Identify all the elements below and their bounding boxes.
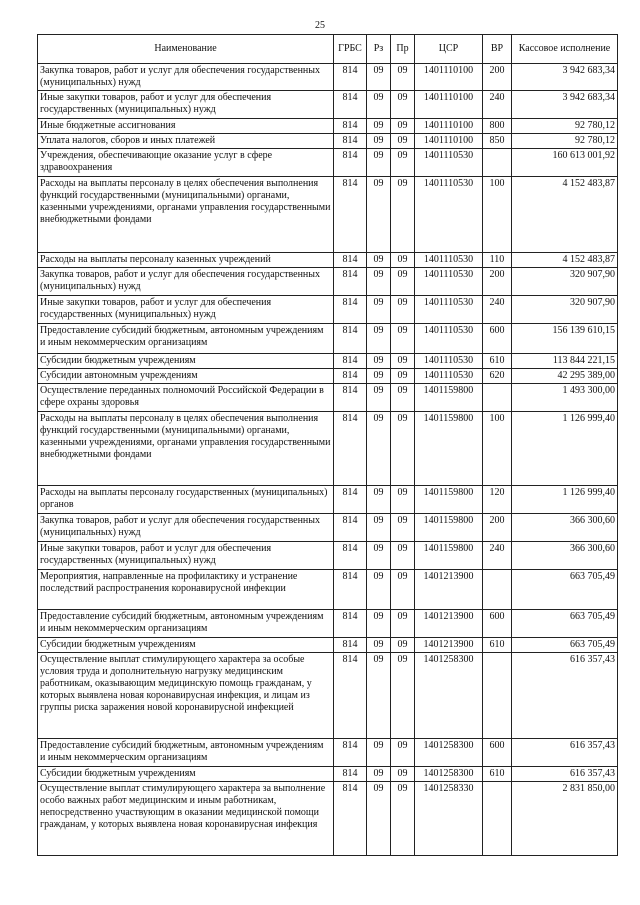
row-grbs: 814: [334, 610, 367, 638]
table-row: [38, 268, 618, 296]
row-name: Субсидии бюджетным учреждениям: [38, 638, 334, 653]
table-row: [38, 782, 618, 856]
row-amount: 320 907,90: [512, 268, 618, 296]
row-pr: 09: [391, 64, 415, 91]
row-vr: 620: [483, 369, 512, 384]
row-rz: 09: [367, 149, 391, 177]
page-number: 25: [315, 20, 325, 31]
row-pr: 09: [391, 412, 415, 486]
row-pr: 09: [391, 324, 415, 354]
header-name: Наименование: [38, 35, 334, 64]
row-vr: 200: [483, 64, 512, 91]
row-rz: 09: [367, 653, 391, 739]
row-rz: 09: [367, 296, 391, 324]
row-grbs: 814: [334, 782, 367, 856]
row-csr: 1401110100: [415, 64, 483, 91]
row-amount: 366 300,60: [512, 542, 618, 570]
row-amount: 4 152 483,87: [512, 177, 618, 253]
table-row: [38, 177, 618, 253]
row-name: Предоставление субсидий бюджетным, автономным учреждениям и иным некоммерческим организациям: [38, 610, 334, 638]
table-row: [38, 253, 618, 268]
row-name: Осуществление переданных полномочий Российской Федерации в сфере охраны здоровья: [38, 384, 334, 412]
header-rz: Рз: [367, 35, 391, 64]
row-pr: 09: [391, 369, 415, 384]
row-vr: [483, 570, 512, 610]
row-rz: 09: [367, 253, 391, 268]
row-rz: 09: [367, 354, 391, 369]
row-pr: 09: [391, 119, 415, 134]
row-name: Мероприятия, направленные на профилактику и устранение последствий распространения коронавирусной инфекции: [38, 570, 334, 610]
row-grbs: 814: [334, 739, 367, 767]
row-rz: 09: [367, 782, 391, 856]
row-amount: 4 152 483,87: [512, 253, 618, 268]
table-row: [38, 638, 618, 653]
row-vr: 610: [483, 354, 512, 369]
row-grbs: 814: [334, 638, 367, 653]
row-grbs: 814: [334, 149, 367, 177]
row-csr: 1401213900: [415, 610, 483, 638]
row-csr: 1401110530: [415, 296, 483, 324]
row-vr: [483, 149, 512, 177]
row-vr: [483, 782, 512, 856]
row-csr: 1401258300: [415, 653, 483, 739]
row-name: Предоставление субсидий бюджетным, автономным учреждениям и иным некоммерческим организациям: [38, 739, 334, 767]
row-grbs: 814: [334, 119, 367, 134]
row-grbs: 814: [334, 253, 367, 268]
row-csr: 1401110530: [415, 149, 483, 177]
row-rz: 09: [367, 384, 391, 412]
row-amount: 663 705,49: [512, 638, 618, 653]
row-csr: 1401258330: [415, 782, 483, 856]
row-name: Закупка товаров, работ и услуг для обеспечения государственных (муниципальных) нужд: [38, 64, 334, 91]
row-vr: 610: [483, 767, 512, 782]
row-pr: 09: [391, 638, 415, 653]
row-grbs: 814: [334, 354, 367, 369]
row-amount: 616 357,43: [512, 739, 618, 767]
row-csr: 1401159800: [415, 384, 483, 412]
row-rz: 09: [367, 514, 391, 542]
row-pr: 09: [391, 268, 415, 296]
table-row: [38, 296, 618, 324]
table-row: [38, 64, 618, 91]
row-pr: 09: [391, 610, 415, 638]
row-name: Субсидии бюджетным учреждениям: [38, 767, 334, 782]
row-vr: 100: [483, 412, 512, 486]
row-csr: 1401110530: [415, 268, 483, 296]
row-amount: 616 357,43: [512, 767, 618, 782]
row-csr: 1401110100: [415, 91, 483, 119]
row-pr: 09: [391, 149, 415, 177]
row-rz: 09: [367, 369, 391, 384]
row-grbs: 814: [334, 412, 367, 486]
row-vr: 100: [483, 177, 512, 253]
row-pr: 09: [391, 486, 415, 514]
row-amount: 320 907,90: [512, 296, 618, 324]
row-amount: 160 613 001,92: [512, 149, 618, 177]
header-pr: Пр: [391, 35, 415, 64]
header-grbs: ГРБС: [334, 35, 367, 64]
row-pr: 09: [391, 354, 415, 369]
row-vr: 850: [483, 134, 512, 149]
table-row: [38, 354, 618, 369]
row-name: Расходы на выплаты персоналу казенных учреждений: [38, 253, 334, 268]
row-amount: 2 831 850,00: [512, 782, 618, 856]
row-pr: 09: [391, 296, 415, 324]
row-amount: 1 493 300,00: [512, 384, 618, 412]
row-rz: 09: [367, 119, 391, 134]
row-grbs: 814: [334, 767, 367, 782]
row-grbs: 814: [334, 514, 367, 542]
header-csr: ЦСР: [415, 35, 483, 64]
row-vr: 200: [483, 268, 512, 296]
row-amount: 3 942 683,34: [512, 91, 618, 119]
row-csr: 1401110530: [415, 324, 483, 354]
row-name: Предоставление субсидий бюджетным, автономным учреждениям и иным некоммерческим организациям: [38, 324, 334, 354]
row-grbs: 814: [334, 296, 367, 324]
row-grbs: 814: [334, 177, 367, 253]
row-csr: 1401110100: [415, 119, 483, 134]
row-name: Иные закупки товаров, работ и услуг для обеспечения государственных (муниципальных) нужд: [38, 296, 334, 324]
row-amount: 92 780,12: [512, 119, 618, 134]
row-grbs: 814: [334, 91, 367, 119]
table-row: [38, 610, 618, 638]
row-name: Учреждения, обеспечивающие оказание услуг в сфере здравоохранения: [38, 149, 334, 177]
row-name: Субсидии бюджетным учреждениям: [38, 354, 334, 369]
row-csr: 1401258300: [415, 767, 483, 782]
row-grbs: 814: [334, 384, 367, 412]
table-row: [38, 134, 618, 149]
table-header-row: [38, 35, 618, 64]
row-name: Осуществление выплат стимулирующего характера за особые условия труда и дополнительную нагрузку медицинским работникам, оказывающим медицинскую помощь гражданам, у которых выявлена новая коронавирусная инфекция, и лицам из группы риска заражения новой коронавирусной инфекцией: [38, 653, 334, 739]
row-pr: 09: [391, 514, 415, 542]
row-pr: 09: [391, 134, 415, 149]
row-vr: 600: [483, 739, 512, 767]
row-csr: 1401159800: [415, 486, 483, 514]
row-csr: 1401258300: [415, 739, 483, 767]
row-grbs: 814: [334, 653, 367, 739]
table-row: [38, 369, 618, 384]
table-row: [38, 739, 618, 767]
row-amount: 113 844 221,15: [512, 354, 618, 369]
table-row: [38, 514, 618, 542]
row-rz: 09: [367, 610, 391, 638]
table-row: [38, 542, 618, 570]
row-rz: 09: [367, 134, 391, 149]
row-name: Иные бюджетные ассигнования: [38, 119, 334, 134]
row-pr: 09: [391, 91, 415, 119]
row-rz: 09: [367, 739, 391, 767]
row-grbs: 814: [334, 134, 367, 149]
row-csr: 1401110100: [415, 134, 483, 149]
row-csr: 1401213900: [415, 638, 483, 653]
table-row: [38, 412, 618, 486]
row-name: Иные закупки товаров, работ и услуг для обеспечения государственных (муниципальных) нужд: [38, 91, 334, 119]
row-csr: 1401110530: [415, 369, 483, 384]
row-name: Уплата налогов, сборов и иных платежей: [38, 134, 334, 149]
row-grbs: 814: [334, 268, 367, 296]
row-vr: 240: [483, 542, 512, 570]
row-amount: 616 357,43: [512, 653, 618, 739]
row-rz: 09: [367, 64, 391, 91]
row-amount: 92 780,12: [512, 134, 618, 149]
row-vr: 200: [483, 514, 512, 542]
row-amount: 156 139 610,15: [512, 324, 618, 354]
row-csr: 1401159800: [415, 542, 483, 570]
row-name: Закупка товаров, работ и услуг для обеспечения государственных (муниципальных) нужд: [38, 514, 334, 542]
row-vr: [483, 653, 512, 739]
row-pr: 09: [391, 570, 415, 610]
budget-table: [37, 34, 618, 856]
row-grbs: 814: [334, 64, 367, 91]
row-vr: 110: [483, 253, 512, 268]
row-pr: 09: [391, 542, 415, 570]
table-row: [38, 149, 618, 177]
row-vr: [483, 384, 512, 412]
row-csr: 1401213900: [415, 570, 483, 610]
row-rz: 09: [367, 638, 391, 653]
row-pr: 09: [391, 653, 415, 739]
row-name: Закупка товаров, работ и услуг для обеспечения государственных (муниципальных) нужд: [38, 268, 334, 296]
row-csr: 1401159800: [415, 412, 483, 486]
row-name: Субсидии автономным учреждениям: [38, 369, 334, 384]
row-amount: 3 942 683,34: [512, 64, 618, 91]
row-amount: 1 126 999,40: [512, 486, 618, 514]
row-rz: 09: [367, 542, 391, 570]
row-rz: 09: [367, 324, 391, 354]
row-rz: 09: [367, 177, 391, 253]
row-pr: 09: [391, 384, 415, 412]
row-rz: 09: [367, 91, 391, 119]
row-name: Расходы на выплаты персоналу в целях обеспечения выполнения функций государственными (муниципальными) органами, казенными учреждениями, органами управления государственными внебюджетными фондами: [38, 412, 334, 486]
row-grbs: 814: [334, 324, 367, 354]
table-row: [38, 570, 618, 610]
row-rz: 09: [367, 268, 391, 296]
row-amount: 42 295 389,00: [512, 369, 618, 384]
row-amount: 366 300,60: [512, 514, 618, 542]
row-grbs: 814: [334, 570, 367, 610]
row-grbs: 814: [334, 542, 367, 570]
row-vr: 240: [483, 91, 512, 119]
row-csr: 1401159800: [415, 514, 483, 542]
row-pr: 09: [391, 767, 415, 782]
row-csr: 1401110530: [415, 354, 483, 369]
table-row: [38, 119, 618, 134]
row-name: Иные закупки товаров, работ и услуг для обеспечения государственных (муниципальных) нужд: [38, 542, 334, 570]
row-vr: 610: [483, 638, 512, 653]
row-rz: 09: [367, 486, 391, 514]
row-csr: 1401110530: [415, 177, 483, 253]
table-row: [38, 91, 618, 119]
row-grbs: 814: [334, 486, 367, 514]
header-vr: ВР: [483, 35, 512, 64]
header-amount: Кассовое исполнение: [512, 35, 618, 64]
row-pr: 09: [391, 177, 415, 253]
row-amount: 663 705,49: [512, 610, 618, 638]
table-row: [38, 486, 618, 514]
row-grbs: 814: [334, 369, 367, 384]
row-vr: 800: [483, 119, 512, 134]
row-vr: 120: [483, 486, 512, 514]
row-amount: 1 126 999,40: [512, 412, 618, 486]
row-rz: 09: [367, 767, 391, 782]
row-pr: 09: [391, 253, 415, 268]
row-pr: 09: [391, 782, 415, 856]
row-vr: 600: [483, 324, 512, 354]
row-rz: 09: [367, 570, 391, 610]
row-rz: 09: [367, 412, 391, 486]
table-row: [38, 767, 618, 782]
row-amount: 663 705,49: [512, 570, 618, 610]
row-vr: 600: [483, 610, 512, 638]
row-csr: 1401110530: [415, 253, 483, 268]
row-name: Расходы на выплаты персоналу в целях обеспечения выполнения функций государственными (муниципальными) органами, казенными учреждениями, органами управления государственными внебюджетными фондами: [38, 177, 334, 253]
table-row: [38, 324, 618, 354]
row-pr: 09: [391, 739, 415, 767]
row-name: Осуществление выплат стимулирующего характера за выполнение особо важных работ медицинским и иным работникам, непосредственно участвующим в оказании медицинской помощи гражданам, у которых выявлена новая коронавирусная инфекция: [38, 782, 334, 856]
row-name: Расходы на выплаты персоналу государственных (муниципальных) органов: [38, 486, 334, 514]
table-row: [38, 384, 618, 412]
row-vr: 240: [483, 296, 512, 324]
table-row: [38, 653, 618, 739]
